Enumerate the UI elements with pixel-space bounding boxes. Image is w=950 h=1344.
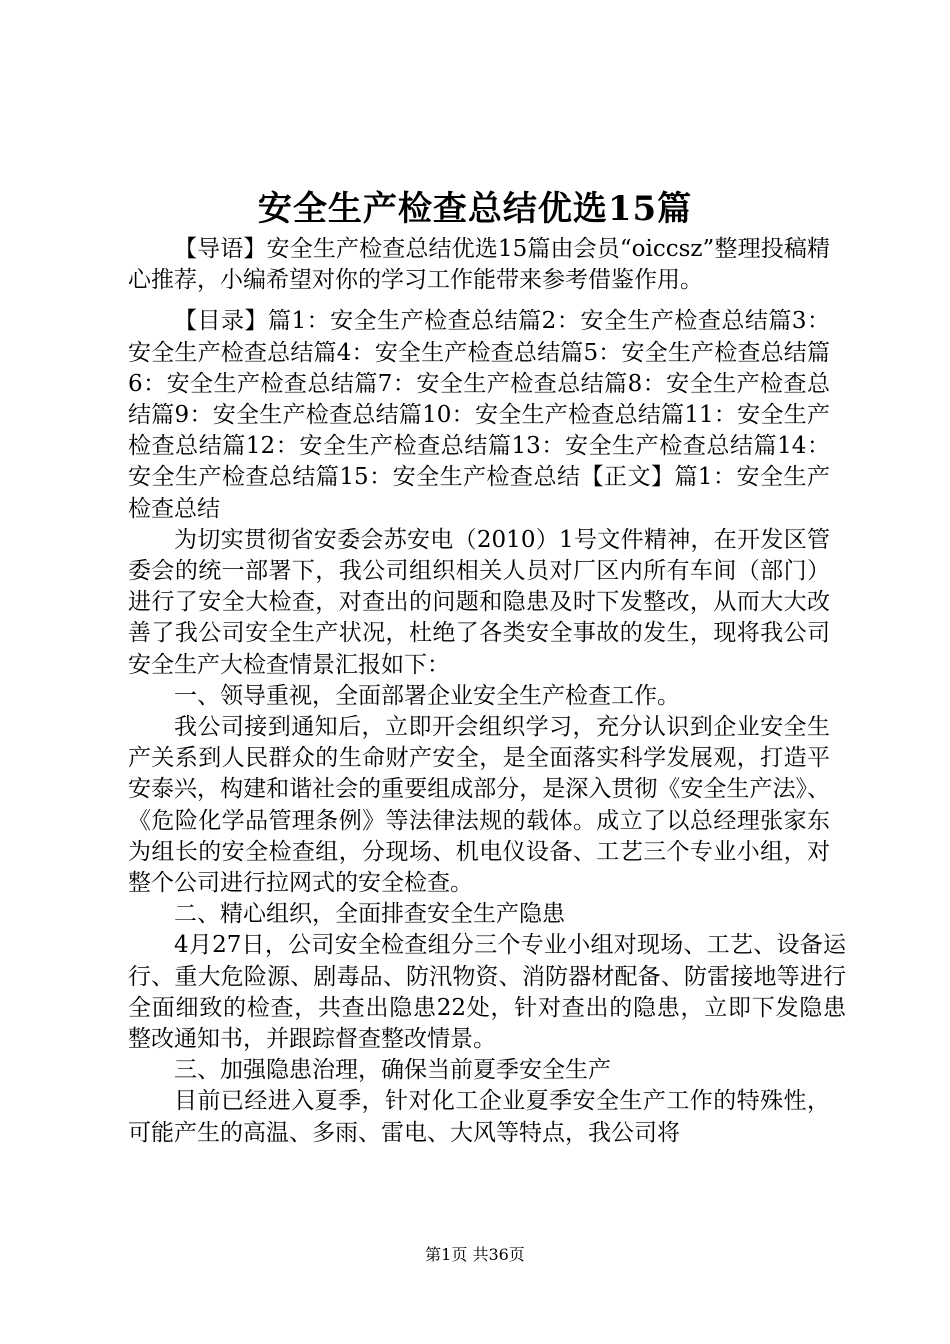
body-paragraph: 4月27日，公司安全检查组分三个专业小组对现场、工艺、设备运行、重大危险源、剧毒品、防汛物资、消防器材配备、防雷接地等进行全面细致的检查，共查出隐患22处，针对查出的隐患，立即下发隐患整改通知书，并跟踪督查整改情景。	[128, 932, 846, 1053]
body-paragraph: 为切实贯彻省安委会苏安电（2010）1号文件精神，在开发区管委会的统一部署下，我公司组织相关人员对厂区内所有车间（部门）进行了安全大检查，对查出的问题和隐患及时下发整改，从而大大改善了我公司安全生产状况，杜绝了各类安全事故的发生，现将我公司安全生产大检查情景汇报如下：	[128, 526, 830, 678]
body-paragraph: 我公司接到通知后，立即开会组织学习，充分认识到企业安全生产关系到人民群众的生命财产安全，是全面落实科学发展观，打造平安泰兴，构建和谐社会的重要组成部分，是深入贯彻《安全生产法》、《危险化学品管理条例》等法律法规的载体。成立了以总经理张家东为组长的安全检查组，分现场、机电仪设备、工艺三个专业小组，对整个公司进行拉网式的安全检查。	[128, 714, 830, 897]
section-heading: 二、精心组织，全面排查安全生产隐患	[174, 901, 565, 928]
document-title: 安全生产检查总结优选15篇	[257, 189, 693, 229]
document-body	[128, 234, 846, 1149]
page-number-footer: 第1页 共36页	[425, 1245, 525, 1264]
section-heading: 三、加强隐患治理，确保当前夏季安全生产	[174, 1057, 611, 1084]
toc-paragraph: 【目录】篇1：安全生产检查总结篇2：安全生产检查总结篇3：安全生产检查总结篇4：安全生产检查总结篇5：安全生产检查总结篇6：安全生产检查总结篇7：安全生产检查总结篇8：安全生产检查总结篇9：安全生产检查总结篇10：安全生产检查总结篇11：安全生产检查总结篇12：安全生产检查总结篇13：安全生产检查总结篇14：安全生产检查总结篇15：安全生产检查总结【正文】篇1：安全生产检查总结	[128, 308, 830, 522]
body-paragraph: 目前已经进入夏季，针对化工企业夏季安全生产工作的特殊性，可能产生的高温、多雨、雷电、大风等特点，我公司将	[128, 1088, 830, 1146]
intro-paragraph: 【导语】安全生产检查总结优选15篇由会员“oiccsz”整理投稿精心推荐，小编希望对你的学习工作能带来参考借鉴作用。	[128, 236, 830, 294]
section-heading: 一、领导重视，全面部署企业安全生产检查工作。	[174, 682, 680, 709]
